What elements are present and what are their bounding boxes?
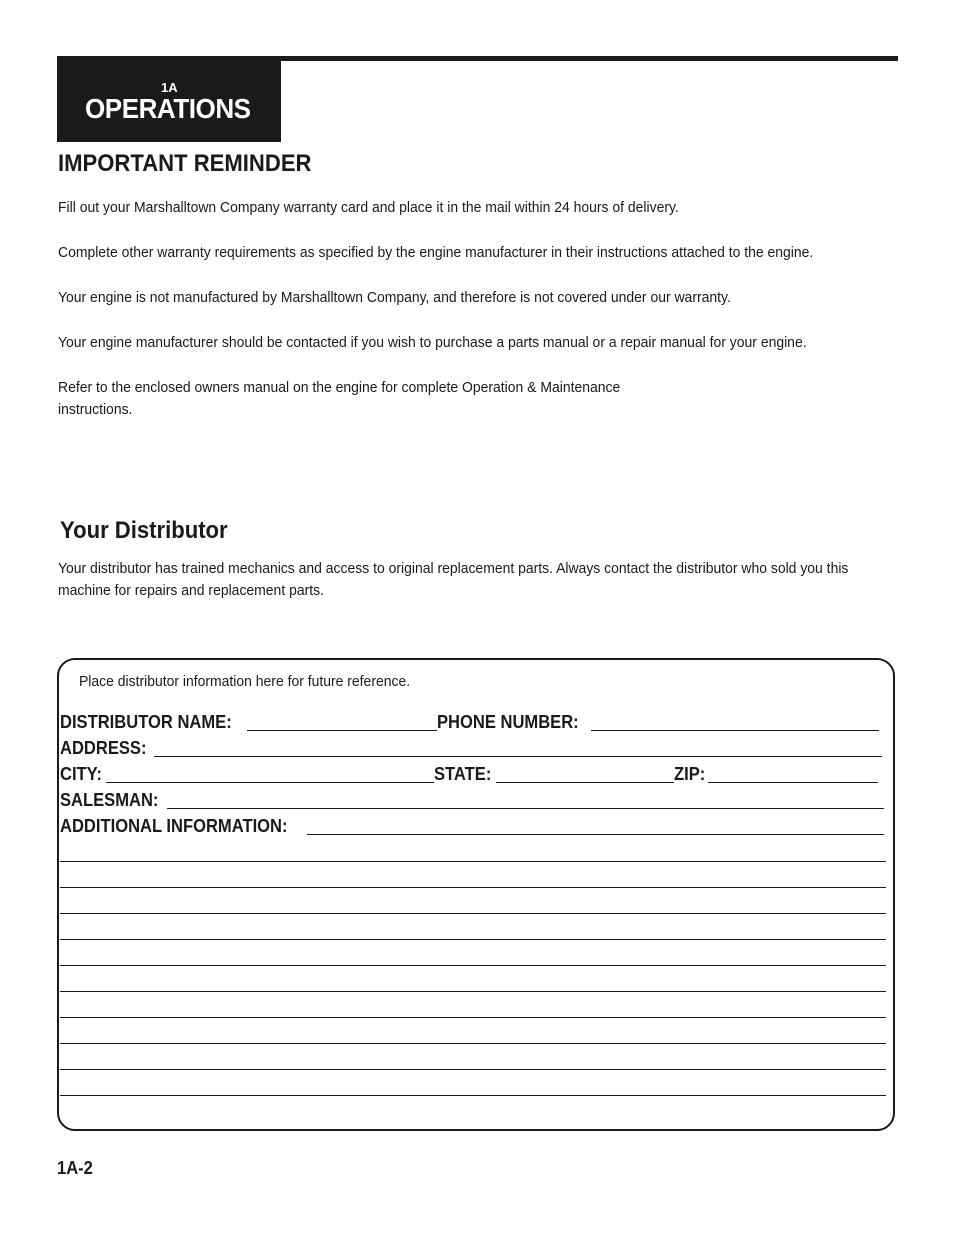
salesman-field[interactable] [167, 790, 884, 809]
state-field[interactable] [496, 764, 674, 783]
row-address [60, 735, 882, 759]
form-note: Place distributor information here for future reference. [79, 673, 411, 690]
city-field[interactable] [106, 764, 434, 783]
phone-number-field[interactable] [591, 712, 879, 731]
reminder-paragraph: Refer to the enclosed owners manual on the engine for complete Operation & Maintenance instructions. [58, 379, 621, 418]
reminder-paragraph: Your engine is not manufactured by Marshalltown Company, and therefore is not covered under our warranty. [58, 289, 731, 306]
row-salesman [60, 787, 884, 811]
blank-line[interactable] [60, 861, 886, 862]
address-label: ADDRESS: [60, 738, 147, 758]
distributor-name-field[interactable] [247, 712, 437, 731]
section-tab [57, 56, 281, 142]
distributor-info-form [57, 658, 895, 1131]
row-city-state-zip [60, 761, 884, 785]
address-field[interactable] [154, 738, 882, 757]
section-number: 1A [161, 80, 178, 95]
blank-line[interactable] [60, 991, 886, 992]
distributor-name-label: DISTRIBUTOR NAME: [60, 712, 232, 732]
reminder-paragraph: Your engine manufacturer should be contacted if you wish to purchase a parts manual or a repair manual for your engine. [58, 334, 807, 351]
reminder-paragraph: Fill out your Marshalltown Company warranty card and place it in the mail within 24 hours of delivery. [58, 199, 679, 216]
zip-label: ZIP: [674, 764, 706, 784]
row-name-phone [60, 709, 880, 733]
distributor-paragraph: Your distributor has trained mechanics and access to original replacement parts. Always contact the distributor who sold you this machine for repairs and replacement parts. [58, 560, 849, 599]
blank-line[interactable] [60, 887, 886, 888]
blank-line[interactable] [60, 1043, 886, 1044]
page-number: 1A-2 [57, 1158, 93, 1178]
blank-line[interactable] [60, 1069, 886, 1070]
reminder-paragraph: Complete other warranty requirements as specified by the engine manufacturer in their instructions attached to the engine. [58, 244, 814, 261]
section-title: OPERATIONS [85, 93, 251, 124]
row-additional-information [60, 813, 886, 837]
additional-information-field[interactable] [307, 816, 884, 835]
blank-line[interactable] [60, 913, 886, 914]
blank-line[interactable] [60, 939, 886, 940]
blank-line[interactable] [60, 965, 886, 966]
blank-line[interactable] [60, 1095, 886, 1096]
phone-number-label: PHONE NUMBER: [436, 712, 579, 732]
city-label: CITY: [60, 764, 103, 784]
blank-line[interactable] [60, 1017, 886, 1018]
your-distributor-heading: Your Distributor [60, 517, 228, 544]
additional-information-label: ADDITIONAL INFORMATION: [60, 816, 288, 836]
zip-field[interactable] [708, 764, 878, 783]
important-reminder-heading: IMPORTANT REMINDER [58, 150, 312, 177]
salesman-label: SALESMAN: [60, 790, 159, 810]
state-label: STATE: [433, 764, 492, 784]
